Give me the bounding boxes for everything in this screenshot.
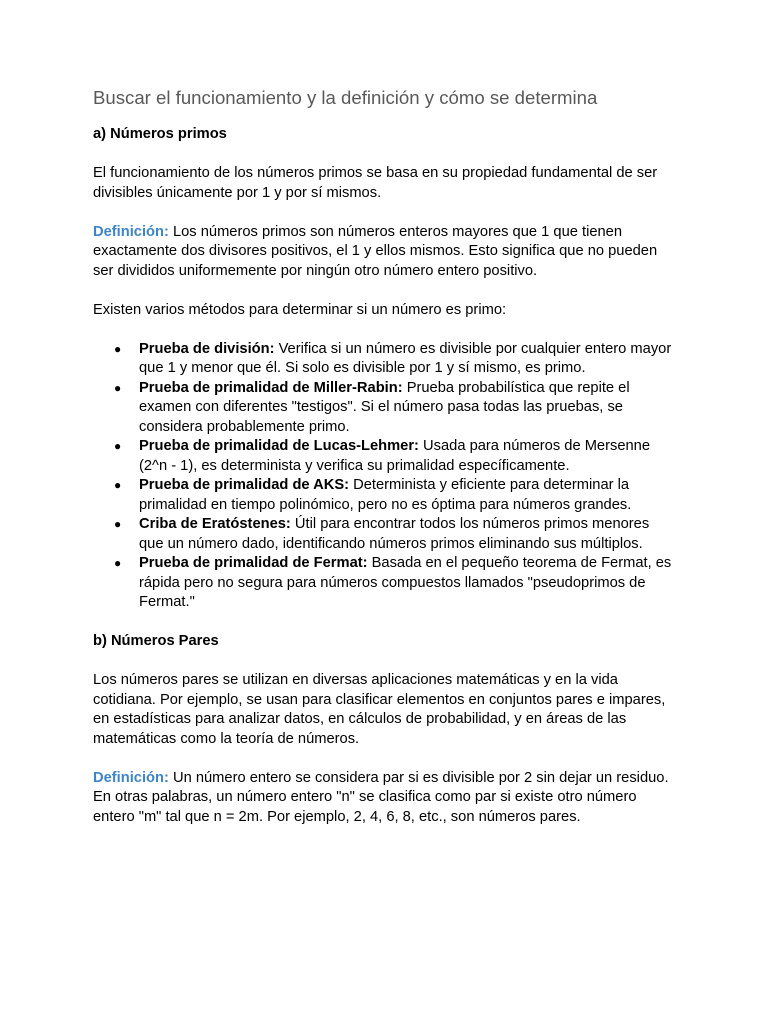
bullet-icon: ● [114,439,122,453]
method-text: Verifica si un número es divisible por cualquier entero mayor que 1 y menor que él. Si solo es divisible por 1 y sí mismo, es primo. [139,340,672,376]
bullet-icon: ● [114,341,122,356]
method-text: Basada en el pequeño teorema de Fermat, es rápida pero no segura para números compuestos llamados "pseudoprimos de Fermat." [139,555,672,610]
method-name: Prueba de primalidad de AKS: [139,477,350,493]
bullet-icon: ● [114,517,122,531]
list-item [93,515,672,554]
bullet-icon: ● [114,380,122,395]
section-a-intro: El funcionamiento de los números primos se basa en su propiedad fundamental de ser divisibles únicamente por 1 y por sí mismos. [93,165,658,201]
method-name: Prueba de primalidad de Miller-Rabin: [139,379,403,396]
method-text: Determinista y eficiente para determinar la primalidad en tiempo polinómico, pero no es óptima para números grandes. [139,477,632,513]
definition-text: Un número entero se considera par si es divisible por 2 sin dejar un residuo. En otras palabras, un número entero "n" se clasifica como par si existe otro número entero "m" tal que n = 2m. Por ejemplo, 2, 4, 6, 8, etc., son números pares. [93,769,669,825]
definition-label: Definición: [93,223,169,240]
definition-text: Los números primos son números enteros mayores que 1 que tienen exactamente dos divisores positivos, el 1 y ellos mismos. Esto significa que no pueden ser divididos uniformemente por ningún otro número entero positivo. [93,223,658,279]
section-b-heading: b) Números Pares [93,633,219,649]
method-text: Prueba probabilística que repite el examen con diferentes "testigos". Si el número pasa todas las pruebas, se considera probablemente primo. [139,379,630,435]
section-b-definition [93,769,672,828]
list-item [93,437,672,476]
methods-list [93,340,672,613]
list-item [93,340,672,379]
list-item [93,476,672,515]
document-title: Buscar el funcionamiento y la definición y cómo se determina [93,87,598,108]
method-text: Útil para encontrar todos los números primos menores que un número dado, identificando números primos eliminando sus múltiplos. [139,516,650,552]
list-item [93,554,672,613]
method-name: Prueba de primalidad de Lucas-Lehmer: [139,438,419,454]
method-name: Prueba de primalidad de Fermat: [139,555,368,571]
section-b-intro: Los números pares se utilizan en diversas aplicaciones matemáticas y en la vida cotidiana. Por ejemplo, se usan para clasificar elementos en conjuntos pares e impares, en estadísticas para analizar datos, en cálculos de probabilidad, y en áreas de las matemáticas como la teoría de números. [93,672,666,747]
section-a-heading: a) Números primos [93,126,227,142]
bullet-icon: ● [114,478,122,492]
list-item [93,379,672,438]
method-name: Criba de Eratóstenes: [139,516,291,532]
methods-intro: Existen varios métodos para determinar si un número es primo: [93,301,507,318]
method-text: Usada para números de Mersenne (2^n - 1), es determinista y verifica su primalidad específicamente. [139,438,651,474]
bullet-icon: ● [114,556,122,570]
definition-label: Definición: [93,769,169,786]
section-a-definition [93,223,672,282]
method-name: Prueba de división: [139,340,275,357]
